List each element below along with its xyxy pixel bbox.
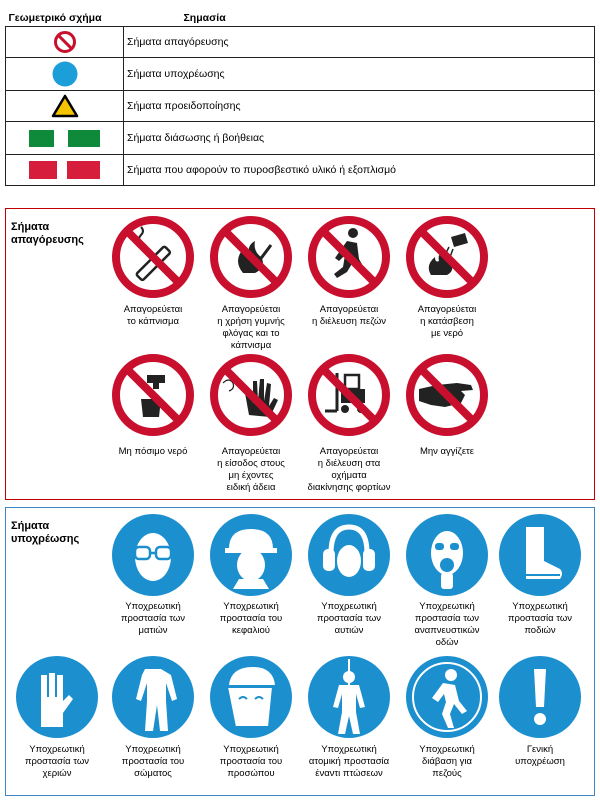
mandatory-shape-icon bbox=[52, 61, 78, 87]
no-water-extinguish-icon bbox=[405, 215, 489, 299]
fire-square-icon bbox=[29, 161, 57, 179]
legend-text: Σήματα που αφορούν το πυροσβεστικό υλικό ή εξοπλισμό bbox=[124, 155, 595, 186]
legend-text: Σήματα υποχρέωσης bbox=[124, 58, 595, 91]
body-protection-icon bbox=[111, 655, 195, 739]
caption-no-forklift: Απαγορεύεται η διέλευση στα οχήματα διακίνησης φορτίων bbox=[307, 446, 391, 493]
caption-do-not-touch: Μην αγγίζετε bbox=[419, 446, 475, 457]
caption-body-protection: Υποχρεωτική προστασία του σώματος bbox=[121, 744, 185, 779]
head-protection-icon bbox=[209, 513, 293, 597]
fall-protection-icon bbox=[307, 655, 391, 739]
mandatory-panel bbox=[5, 507, 595, 796]
caption-face-protection: Υποχρεωτική προστασία του προσώπου bbox=[219, 744, 283, 779]
caption-no-unauthorized-entry: Απαγορεύεται η είσοδος στους μη έχοντες ειδική άδεια bbox=[217, 446, 285, 493]
legend-table bbox=[5, 10, 595, 186]
no-open-flame-icon bbox=[209, 215, 293, 299]
respiratory-protection-icon bbox=[405, 513, 489, 597]
caption-no-open-flame: Απαγορεύεται η χρήση γυμνής φλόγας και το κάπνισμα bbox=[217, 304, 285, 351]
not-drinking-water-icon bbox=[111, 353, 195, 437]
foot-protection-icon bbox=[498, 513, 582, 597]
prohibition-title: Σήματα απαγόρευσης bbox=[11, 221, 84, 246]
no-unauthorized-entry-icon bbox=[209, 353, 293, 437]
caption-fall-protection: Υποχρεωτική ατομική προστασία έναντι πτώσεων bbox=[308, 744, 390, 779]
caption-not-drinking-water: Μη πόσιμο νερό bbox=[118, 446, 188, 457]
caption-foot-protection: Υποχρεωτική προστασία των ποδιών bbox=[507, 601, 573, 636]
legend-text: Σήματα προειδοποίησης bbox=[124, 91, 595, 122]
legend-text: Σήματα διάσωσης ή βοήθειας bbox=[124, 122, 595, 155]
legend-row-prohibition bbox=[6, 27, 595, 58]
hand-protection-icon bbox=[15, 655, 99, 739]
caption-no-pedestrians: Απαγορεύεται η διέλευση πεζών bbox=[311, 304, 387, 327]
do-not-touch-icon bbox=[405, 353, 489, 437]
legend-row-fire bbox=[6, 155, 595, 186]
rescue-rectangle-icon bbox=[68, 130, 100, 147]
warning-shape-icon bbox=[51, 94, 79, 118]
legend-header-meaning: Σημασία bbox=[183, 12, 226, 24]
mandatory-title: Σήματα υποχρέωσης bbox=[11, 520, 80, 545]
ear-protection-icon bbox=[307, 513, 391, 597]
caption-ear-protection: Υποχρεωτική προστασία των αυτιών bbox=[316, 601, 382, 636]
prohibition-panel bbox=[5, 208, 595, 500]
caption-respiratory-protection: Υποχρεωτική προστασία των αναπνευστικών οδών bbox=[414, 601, 480, 648]
prohibition-shape-icon bbox=[53, 30, 77, 54]
caption-head-protection: Υποχρεωτική προστασία του κεφαλιού bbox=[219, 601, 283, 636]
general-mandatory-icon bbox=[498, 655, 582, 739]
legend-row-mandatory bbox=[6, 58, 595, 91]
rescue-square-icon bbox=[29, 130, 54, 147]
eye-protection-icon bbox=[111, 513, 195, 597]
caption-hand-protection: Υποχρεωτική προστασία των χεριών bbox=[24, 744, 90, 779]
caption-no-smoking: Απαγορεύεται το κάπνισμα bbox=[123, 304, 183, 327]
legend-row-warning bbox=[6, 91, 595, 122]
caption-general-mandatory: Γενική υποχρέωση bbox=[515, 744, 565, 767]
pedestrian-route-icon bbox=[405, 655, 489, 739]
no-forklift-pedestrians-icon bbox=[307, 353, 391, 437]
legend-header-shape: Γεωμετρικό σχήμα bbox=[8, 12, 102, 24]
legend-row-rescue bbox=[6, 122, 595, 155]
fire-rectangle-icon bbox=[67, 161, 100, 179]
no-smoking-icon bbox=[111, 215, 195, 299]
legend-text: Σήματα απαγόρευσης bbox=[124, 27, 595, 58]
caption-pedestrian-route: Υποχρεωτική διάβαση για πεζούς bbox=[419, 744, 475, 779]
caption-no-water: Απαγορεύεται η κατάσβεση με νερό bbox=[417, 304, 477, 339]
no-pedestrians-icon bbox=[307, 215, 391, 299]
caption-eye-protection: Υποχρεωτική προστασία των ματιών bbox=[120, 601, 186, 636]
face-protection-icon bbox=[209, 655, 293, 739]
